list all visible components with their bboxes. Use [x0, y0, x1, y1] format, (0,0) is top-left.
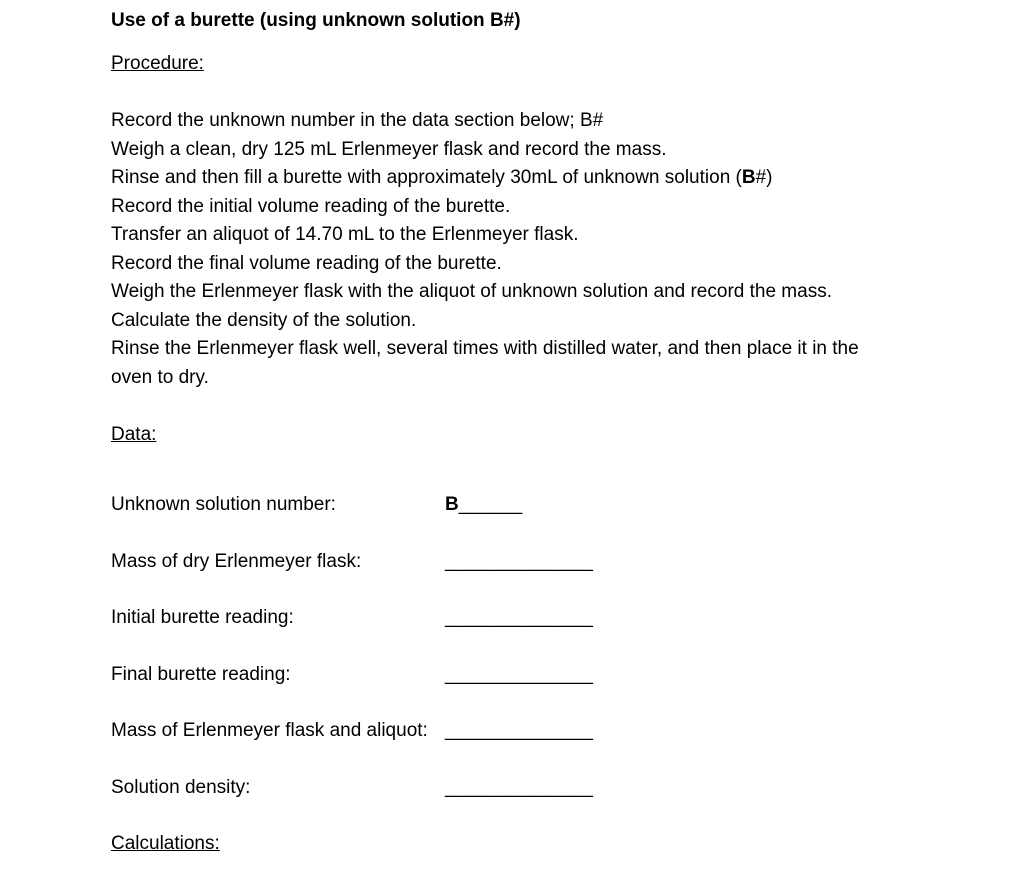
data-field-row — [111, 774, 995, 803]
data-field-value — [445, 777, 593, 798]
procedure-step — [111, 136, 886, 165]
procedure-heading: Procedure: — [111, 53, 204, 74]
procedure-step — [111, 107, 886, 136]
procedure-step — [111, 164, 886, 193]
data-field-label: Mass of Erlenmeyer flask and aliquot: — [111, 720, 428, 741]
document-title: Use of a burette (using unknown solution B#) — [111, 10, 521, 31]
data-field-value — [445, 494, 522, 515]
procedure-step — [111, 278, 886, 307]
data-field-label: Unknown solution number: — [111, 494, 336, 515]
fill-in-blank[interactable]: ______________ — [445, 720, 593, 741]
procedure-step-text: Rinse the Erlenmeyer flask well, several times with distilled water, and then place it in the oven to dry. — [111, 338, 859, 388]
procedure-step-text: Weigh the Erlenmeyer flask with the aliquot of unknown solution and record the mass. — [111, 281, 832, 302]
procedure-step-text: Weigh a clean, dry 125 mL Erlenmeyer flask and record the mass. — [111, 138, 667, 160]
procedure-step — [111, 250, 886, 279]
procedure-step — [111, 335, 886, 392]
procedure-step — [111, 221, 886, 250]
data-field-label: Mass of dry Erlenmeyer flask: — [111, 550, 362, 572]
procedure-step-text-bold: B — [741, 167, 756, 188]
data-field-label: Initial burette reading: — [111, 607, 294, 628]
fill-in-blank[interactable]: ______ — [458, 494, 523, 515]
data-field-label: Solution density: — [111, 776, 251, 798]
data-field-row — [111, 491, 995, 520]
procedure-step — [111, 193, 886, 222]
data-field-label: Final burette reading: — [111, 663, 291, 685]
data-field-row — [111, 604, 995, 633]
calculations-heading: Calculations: — [111, 833, 220, 854]
data-field-list — [111, 491, 995, 802]
data-heading: Data: — [111, 423, 157, 445]
data-field-value — [445, 720, 593, 741]
fill-in-blank[interactable]: ______________ — [445, 776, 593, 798]
data-field-row — [111, 717, 995, 746]
data-field-value — [445, 607, 593, 628]
procedure-step-text: #) — [755, 167, 773, 188]
data-field-value — [445, 664, 593, 685]
procedure-step-text: Record the final volume reading of the burette. — [111, 252, 502, 274]
procedure-step-text: Record the unknown number in the data section below; B# — [111, 110, 604, 131]
data-field-row — [111, 661, 995, 690]
data-field-row — [111, 548, 995, 577]
procedure-step-text: Calculate the density of the solution. — [111, 309, 417, 331]
data-field-value — [445, 551, 593, 572]
fill-in-blank[interactable]: ______________ — [445, 663, 593, 685]
procedure-step-list — [111, 107, 886, 392]
fill-in-blank[interactable]: ______________ — [445, 550, 593, 572]
data-field-value-prefix: B — [445, 494, 459, 515]
procedure-step-text: Rinse and then fill a burette with approximately 30mL of unknown solution ( — [111, 167, 742, 188]
procedure-step-text: Transfer an aliquot of 14.70 mL to the Erlenmeyer flask. — [111, 224, 579, 245]
procedure-step-text: Record the initial volume reading of the burette. — [111, 195, 511, 217]
procedure-step — [111, 307, 886, 336]
fill-in-blank[interactable]: ______________ — [445, 607, 593, 628]
